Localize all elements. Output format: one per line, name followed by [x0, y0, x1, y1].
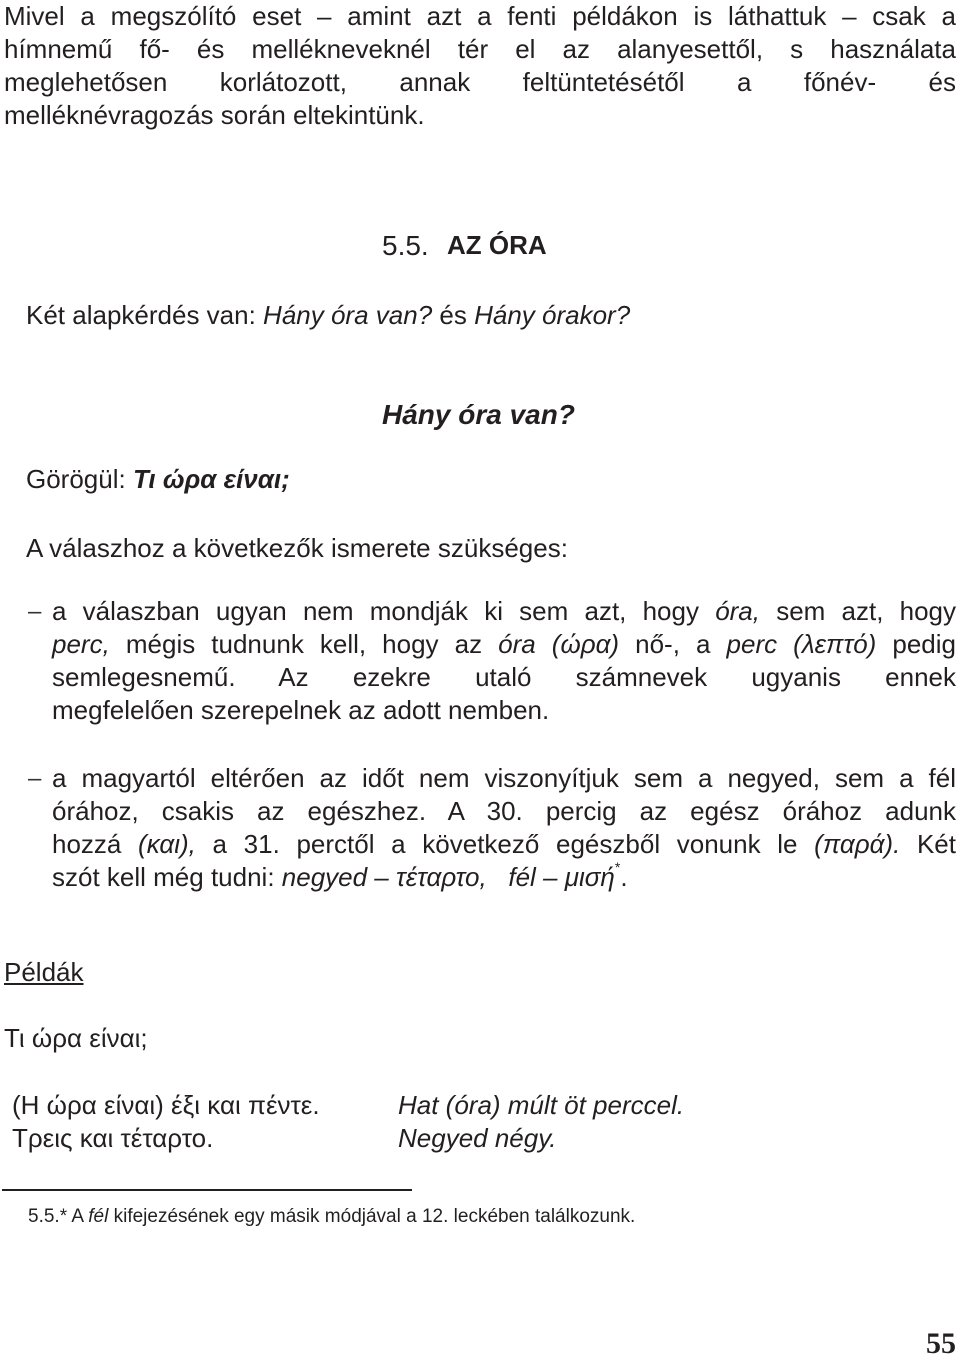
bullet-2-line-3	[52, 828, 956, 861]
terms-negyed-fel: negyed – τέταρτο, fél – μισή	[281, 862, 615, 892]
footnote-word: fél	[88, 1206, 109, 1227]
example-1-hungarian: Hat (óra) múlt öt perccel.	[398, 1090, 685, 1120]
section-title: AZ ÓRA	[447, 230, 547, 260]
bullet-1-text: sem azt, hogy	[760, 596, 956, 626]
footnote-marker: *	[614, 859, 621, 875]
greek-question: Τι ώρα είναι;	[132, 464, 290, 494]
bullet-1-dash: –	[28, 598, 42, 625]
example-1-greek: (Η ώρα είναι) έξι και πέντε.	[12, 1090, 320, 1120]
intro-line-4: melléknévragozás során eltekintünk.	[4, 100, 425, 130]
bullet-2-line-1: a magyartól eltérően az időt nem viszonyítjuk sem a negyed, sem a fél	[52, 763, 956, 793]
term-perc: perc,	[52, 629, 110, 659]
subheading: Hány óra van?	[382, 399, 575, 430]
bullet-2-line-2: órához, csakis az egészhez. A 30. percig az egész órához adunk	[52, 796, 956, 826]
example-question: Τι ώρα είναι;	[4, 1023, 148, 1053]
footnote	[28, 1205, 635, 1229]
example-2-greek: Τρεις και τέταρτο.	[12, 1123, 214, 1153]
bullet-1-text: pedig	[876, 629, 957, 659]
bullet-2-line-4	[52, 861, 956, 894]
term-ora: óra,	[715, 596, 760, 626]
questions-prefix: Két alapkérdés van:	[26, 300, 264, 330]
term-kai: (και),	[138, 829, 196, 859]
term-para: (παρά).	[814, 829, 901, 859]
bullet-1-line-3: semlegesnemű. Az ezekre utaló számnevek ugyanis ennek	[52, 662, 956, 692]
bullet-2-text: hozzá	[52, 829, 139, 859]
section-number: 5.5.	[382, 230, 429, 261]
bullet-1	[52, 595, 956, 727]
intro-line-1: Mivel a megszólító eset – amint azt a fenti példákon is láthattuk – csak a	[4, 1, 956, 31]
footnote-ref: 5.5.* A	[28, 1206, 89, 1227]
greek-prefix: Görögül:	[26, 464, 133, 494]
bullet-1-text: nő-, a	[619, 629, 727, 659]
bullet-2-text: szót kell még tudni:	[52, 862, 282, 892]
footnote-text: kifejezésének egy másik módjával a 12. leckében találkozunk.	[108, 1206, 636, 1227]
bullet-1-text: mégis tudnunk kell, hogy az	[109, 629, 499, 659]
bullet-1-line-4: megfelelően szerepelnek az adott nemben.	[52, 695, 550, 725]
footnote-divider	[2, 1189, 412, 1191]
questions-line	[26, 299, 630, 332]
intro-line-2: hímnemű fő- és mellékneveknél tér el az alanyesettől, s használata	[4, 34, 956, 64]
bullet-2-text: Két	[900, 829, 956, 859]
answer-intro: A válaszhoz a következők ismerete szükséges:	[26, 533, 568, 563]
bullet-1-line-1	[52, 595, 956, 628]
intro-line-3: meglehetősen korlátozott, annak feltüntetésétől a főnév- és	[4, 67, 956, 97]
questions-middle: és	[432, 300, 475, 330]
bullet-2-text: a 31. perctől a következő egészből vonunk le	[195, 829, 815, 859]
bullet-2-text: .	[620, 862, 628, 892]
question-1: Hány óra van?	[263, 300, 433, 330]
bullet-2	[52, 762, 956, 894]
bullet-1-text: a válaszban ugyan nem mondják ki sem azt, hogy	[52, 596, 716, 626]
intro-paragraph	[4, 0, 956, 132]
example-2-hungarian: Negyed négy.	[398, 1123, 557, 1153]
bullet-2-dash: –	[28, 765, 42, 792]
examples-heading: Példák	[4, 957, 84, 987]
term-perc-greek: perc (λεπτό)	[726, 629, 877, 659]
page-number: 55	[926, 1327, 956, 1360]
greek-line	[26, 463, 290, 496]
term-ora-greek: óra (ώρα)	[498, 629, 620, 659]
question-2: Hány órakor?	[474, 300, 631, 330]
bullet-1-line-2	[52, 628, 956, 661]
